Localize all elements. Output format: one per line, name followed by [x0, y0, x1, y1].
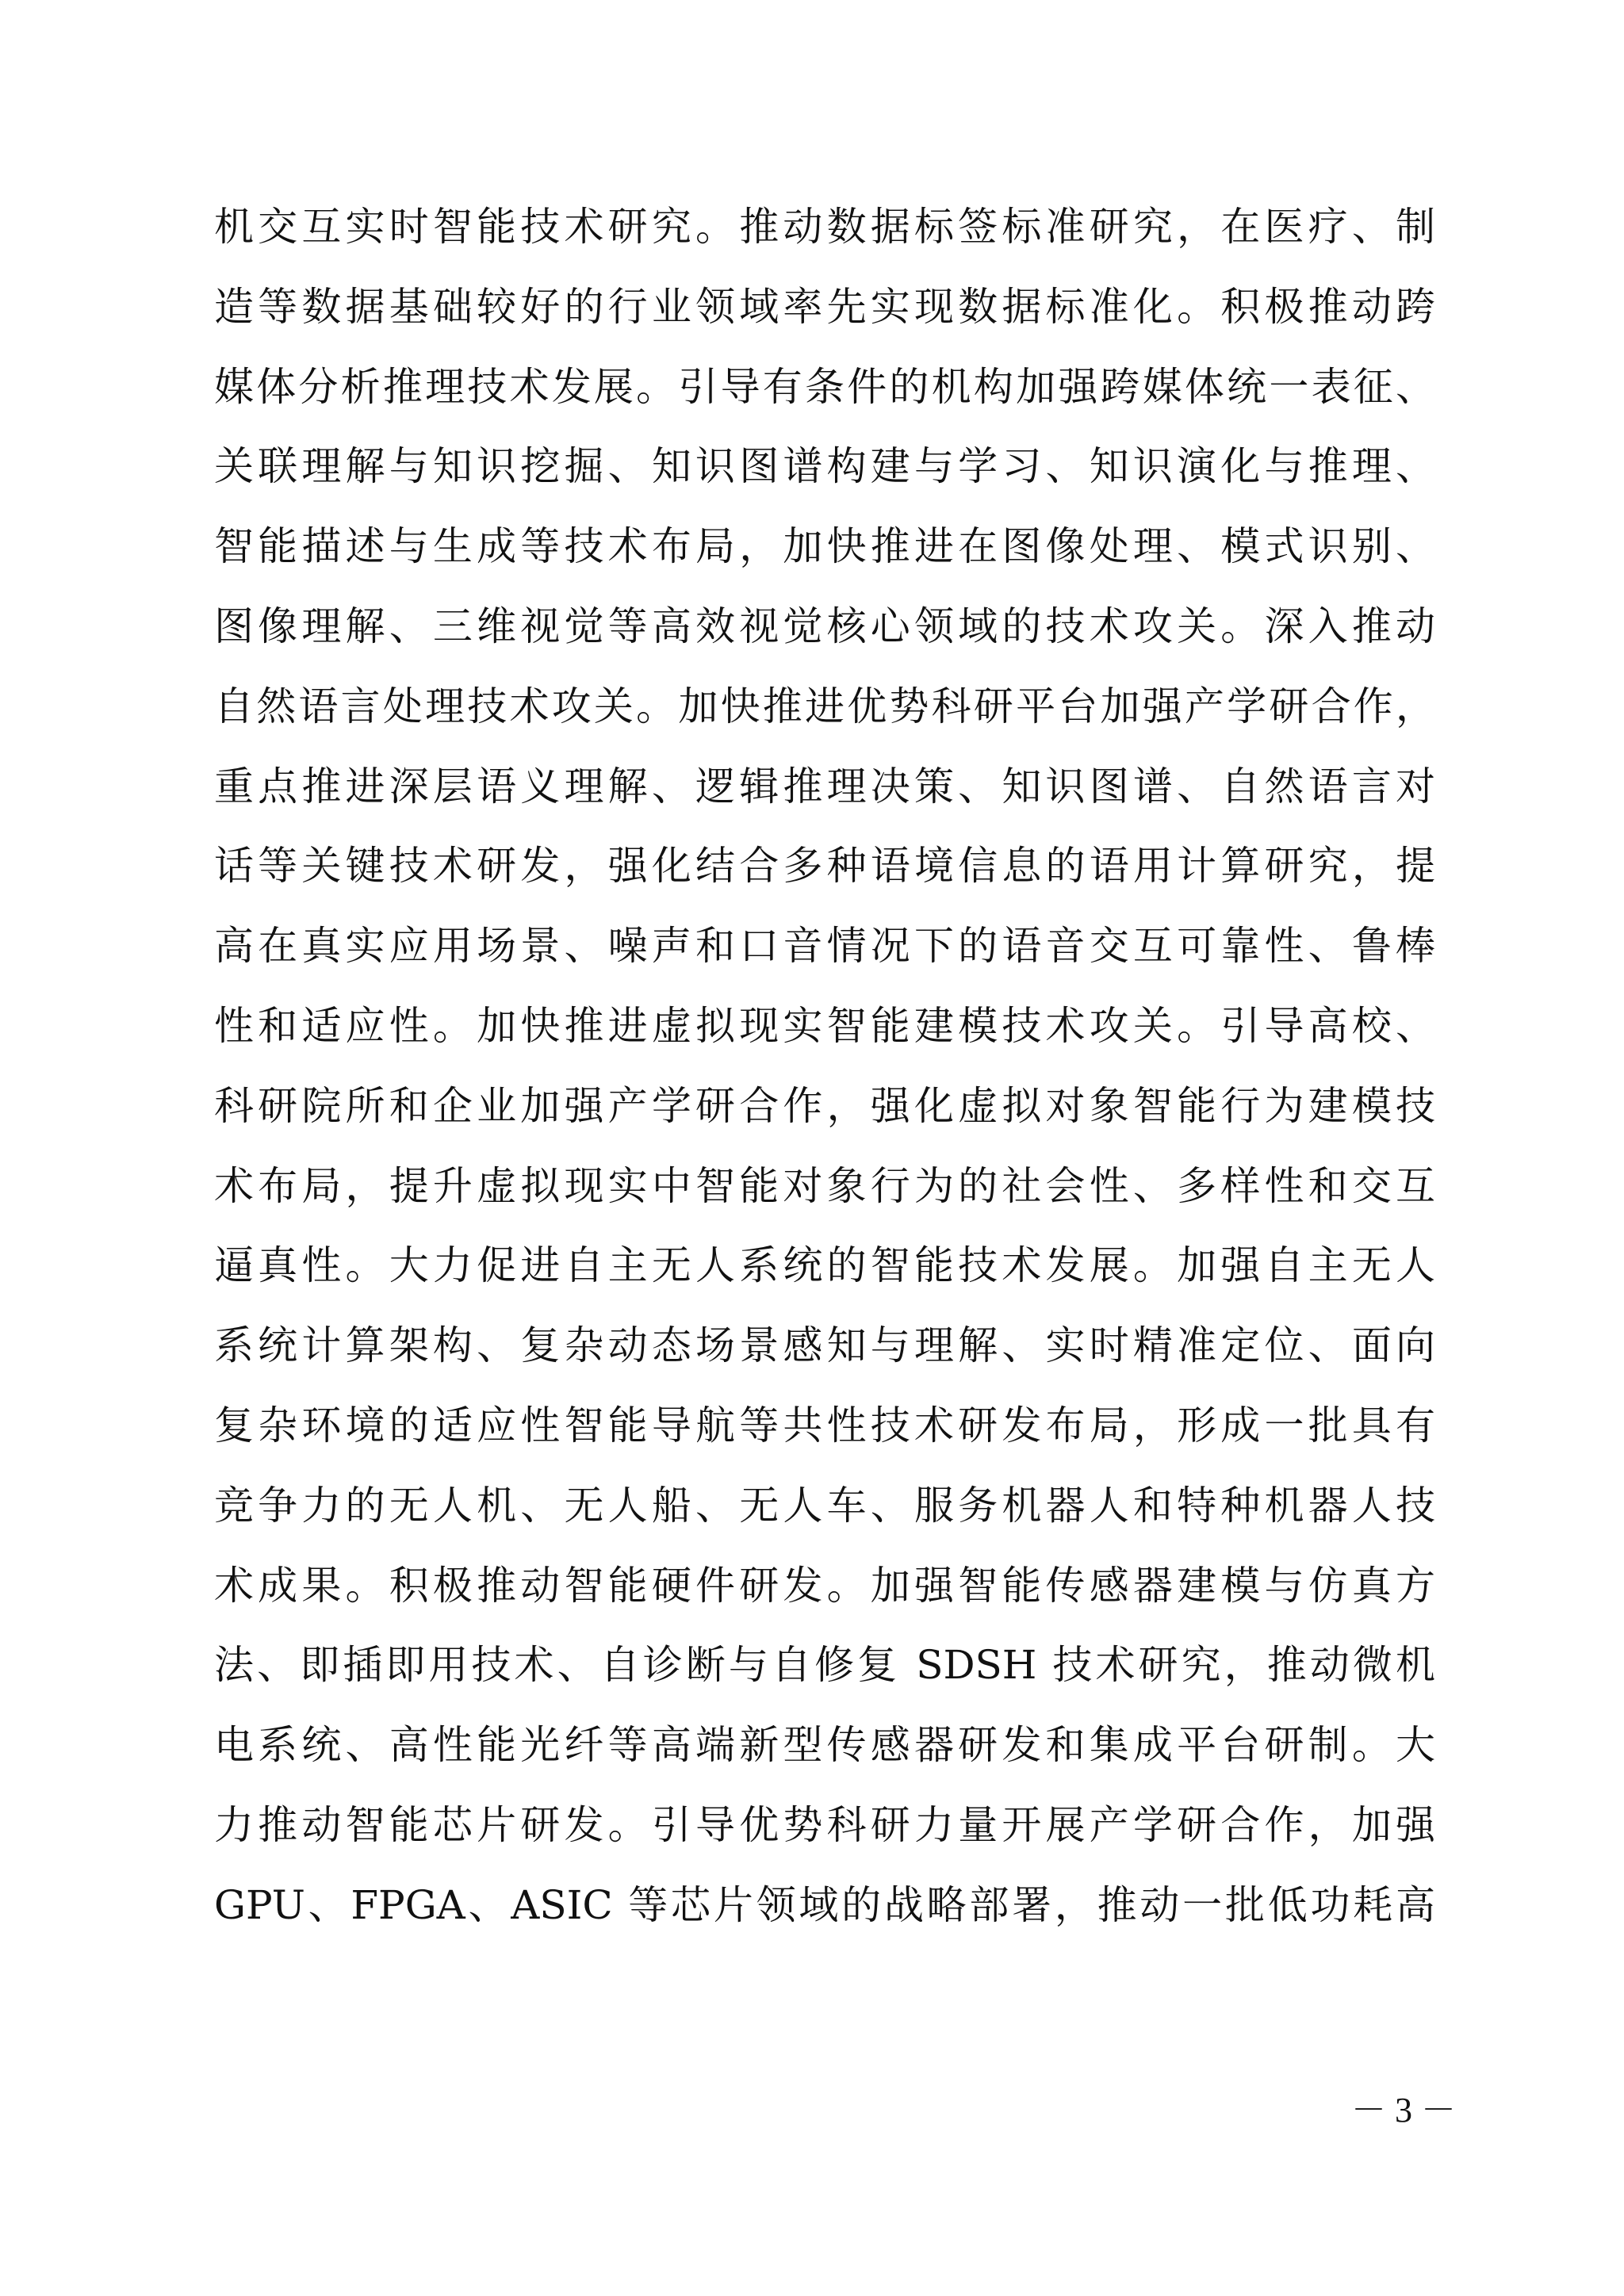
text-line: 法、即插即用技术、自诊断与自修复 SDSH 技术研究，推动微机: [214, 1642, 1435, 1689]
text-line: 高在真实应用场景、噪声和口音情况下的语音交互可靠性、鲁棒: [214, 923, 1435, 970]
text-line: 智能描述与生成等技术布局，加快推进在图像处理、模式识别、: [214, 523, 1435, 570]
text-line: 性和适应性。加快推进虚拟现实智能建模技术攻关。引导高校、: [214, 1002, 1435, 1049]
text-line: 机交互实时智能技术研究。推动数据标签标准研究，在医疗、制: [214, 204, 1435, 250]
text-line: 重点推进深层语义理解、逻辑推理决策、知识图谱、自然语言对: [214, 763, 1435, 809]
text-line: 自然语言处理技术攻关。加快推进优势科研平台加强产学研合作，: [214, 683, 1435, 729]
text-line: 竞争力的无人机、无人船、无人车、服务机器人和特种机器人技: [214, 1482, 1435, 1529]
page-number: － 3 －: [1351, 2091, 1456, 2130]
text-line: 关联理解与知识挖掘、知识图谱构建与学习、知识演化与推理、: [214, 443, 1435, 490]
body-text: [214, 187, 1435, 1946]
text-line: 图像理解、三维视觉等高效视觉核心领域的技术攻关。深入推动: [214, 603, 1435, 649]
text-line: 系统计算架构、复杂动态场景感知与理解、实时精准定位、面向: [214, 1322, 1435, 1369]
text-line: GPU、FPGA、ASIC 等芯片领域的战略部署，推动一批低功耗高: [214, 1881, 1435, 1928]
text-line: 力推动智能芯片研发。引导优势科研力量开展产学研合作，加强: [214, 1801, 1435, 1848]
text-line: 话等关键技术研发，强化结合多种语境信息的语用计算研究，提: [214, 843, 1435, 890]
text-line: 逼真性。大力促进自主无人系统的智能技术发展。加强自主无人: [214, 1242, 1435, 1289]
text-line: 造等数据基础较好的行业领域率先实现数据标准化。积极推动跨: [214, 283, 1435, 330]
text-line: 复杂环境的适应性智能导航等共性技术研发布局，形成一批具有: [214, 1402, 1435, 1448]
text-line: 科研院所和企业加强产学研合作，强化虚拟对象智能行为建模技: [214, 1082, 1435, 1129]
text-line: 媒体分析推理技术发展。引导有条件的机构加强跨媒体统一表征、: [214, 363, 1435, 410]
text-line: 术成果。积极推动智能硬件研发。加强智能传感器建模与仿真方: [214, 1562, 1435, 1609]
text-line: 术布局，提升虚拟现实中智能对象行为的社会性、多样性和交互: [214, 1162, 1435, 1209]
text-line: 电系统、高性能光纤等高端新型传感器研发和集成平台研制。大: [214, 1722, 1435, 1769]
